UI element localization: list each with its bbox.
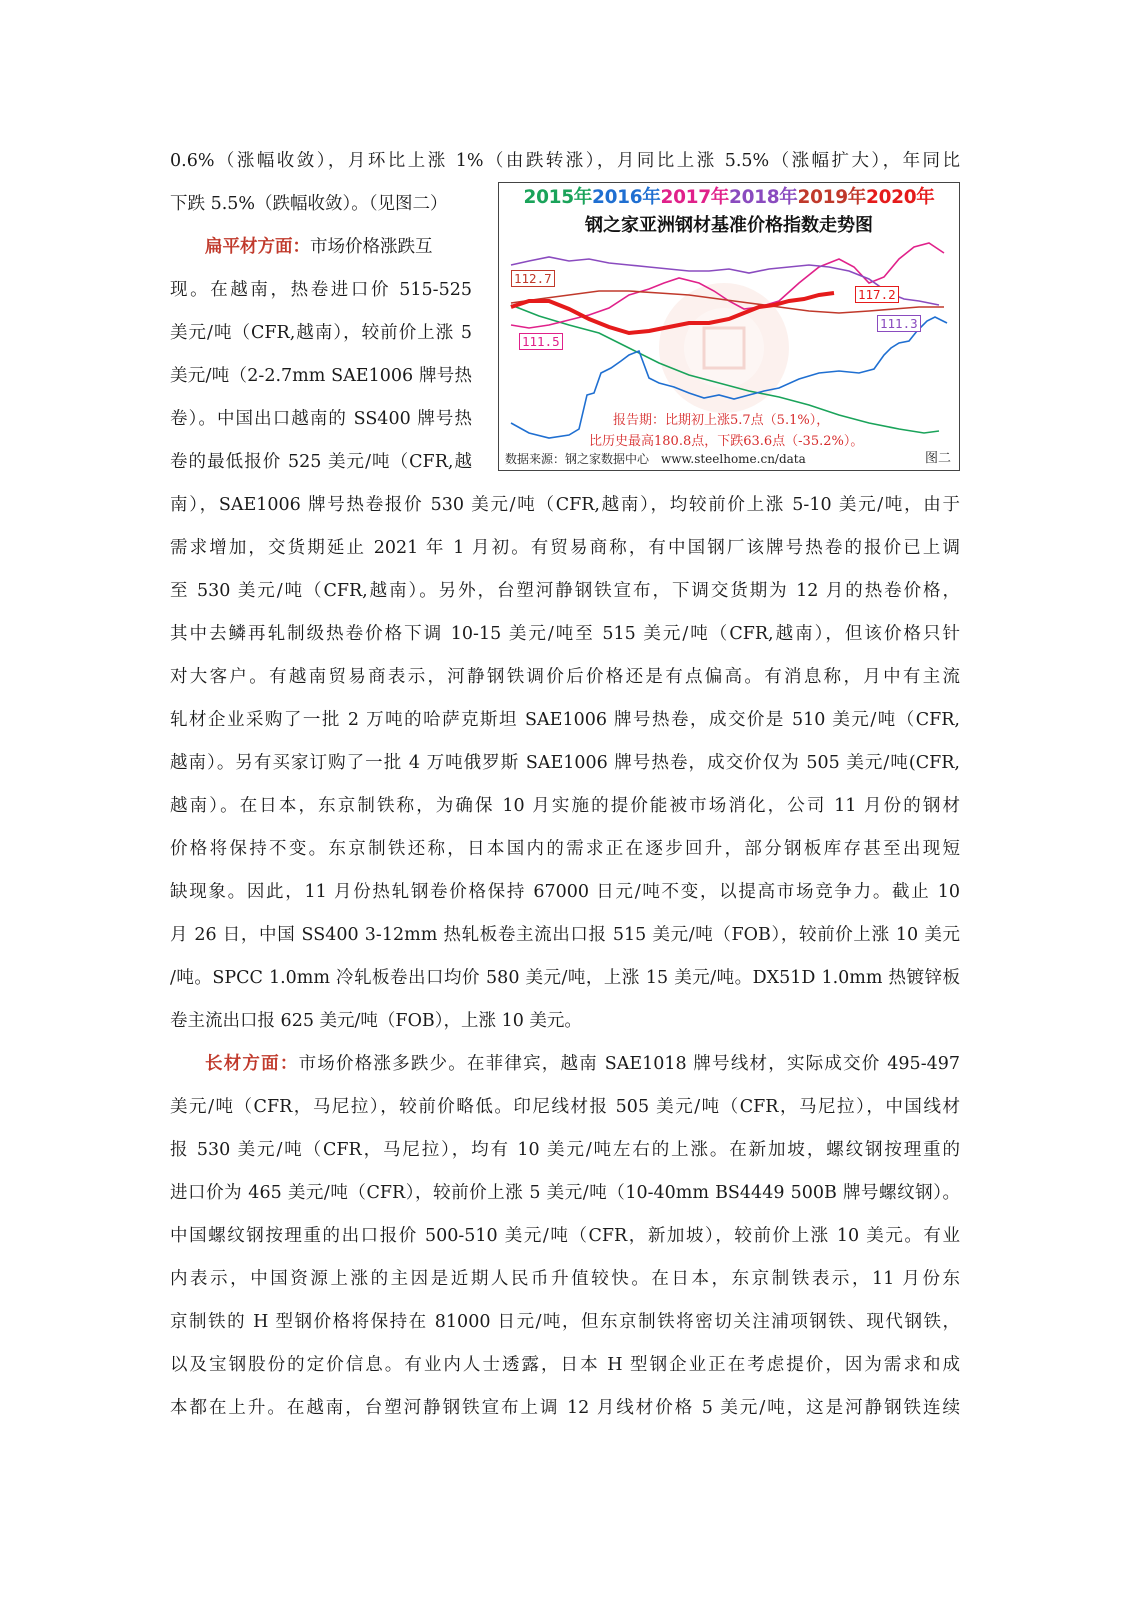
paragraph-line: 中国螺纹钢按理重的出口报价 500-510 美元/吨（CFR，新加坡），较前价上涨 10 美元。有业 (170, 1226, 960, 1246)
paragraph-line: 现。在越南，热卷进口价 515-525 (170, 280, 472, 300)
paragraph-line: 卷的最低报价 525 美元/吨（CFR,越 (170, 452, 472, 472)
long-section-intro (170, 1043, 960, 1086)
paragraph-line: 越南）。另有买家订购了一批 4 万吨俄罗斯 SAE1006 牌号热卷，成交价仅为 505 美元/吨(CFR, (170, 753, 960, 773)
paragraph-line: 下跌 5.5%（跌幅收敛）。（见图二） (170, 194, 448, 214)
paragraph-line: 卷主流出口报 625 美元/吨（FOB），上涨 10 美元。 (170, 1011, 582, 1031)
paragraph-line: 其中去鳞再轧制级热卷价格下调 10-15 美元/吨至 515 美元/吨（CFR,越南），但该价格只针 (170, 624, 960, 644)
report-note-line1: 报告期：比期初上涨5.7点（5.1%）， (613, 413, 830, 428)
paragraph-line: 南），SAE1006 牌号热卷报价 530 美元/吨（CFR,越南），均较前价上涨 5-10 美元/吨，由于 (170, 495, 960, 515)
paragraph-line: 缺现象。因此，11 月份热轧钢卷价格保持 67000 日元/吨不变，以提高市场竞争力。截止 10 (170, 882, 960, 902)
paragraph-line: 美元/吨（CFR，马尼拉），较前价略低。印尼线材报 505 美元/吨（CFR，马尼拉），中国线材 (170, 1097, 960, 1117)
paragraph-line: 越南）。在日本，东京制铁称，为确保 10 月实施的提价能被市场消化，公司 11 月份的钢材 (170, 796, 960, 816)
paragraph-line: 美元/吨（2-2.7mm SAE1006 牌号热 (170, 366, 472, 386)
year-2017-label: 2017年 (660, 187, 729, 208)
paragraph-line: 京制铁的 H 型钢价格将保持在 81000 日元/吨，但东京制铁将密切关注浦项钢铁、现代钢铁， (170, 1312, 960, 1332)
flat-section-heading: 扁平材方面： (205, 237, 310, 257)
long-section-intro-text: 市场价格涨多跌少。在菲律宾，越南 SAE1018 牌号线材，实际成交价 495-497 (298, 1054, 960, 1074)
paragraph-line: 本都在上升。在越南，台塑河静钢铁宣布上调 12 月线材价格 5 美元/吨，这是河静钢铁连续 (170, 1398, 960, 1418)
document-page (170, 140, 960, 1430)
paragraph-line: 进口价为 465 美元/吨（CFR），较前价上涨 5 美元/吨（10-40mm BS4449 500B 牌号螺纹钢）。 (170, 1183, 960, 1203)
paragraph-line: 价格将保持不变。东京制铁还称，日本国内的需求正在逐步回升，部分钢板库存甚至出现短 (170, 839, 960, 859)
paragraph-line: 对大客户。有越南贸易商表示，河静钢铁调价后价格还是有点偏高。有消息称，月中有主流 (170, 667, 960, 687)
year-2018-label: 2018年 (729, 187, 798, 208)
paragraph-line: 轧材企业采购了一批 2 万吨的哈萨克斯坦 SAE1006 牌号热卷，成交价是 510 美元/吨（CFR, (170, 710, 960, 730)
value-label-112-7: 112.7 (511, 270, 555, 287)
paragraph-line: 月 26 日，中国 SS400 3-12mm 热轧板卷主流出口报 515 美元/吨（FOB），较前价上涨 10 美元 (170, 925, 960, 945)
flat-section-intro (170, 226, 507, 269)
watermark-logo (659, 283, 789, 413)
paragraph-line: 需求增加，交货期延止 2021 年 1 月初。有贸易商称，有中国钢厂该牌号热卷的报价已上调 (170, 538, 960, 558)
flat-section-intro-text: 市场价格涨跌互 (310, 237, 433, 257)
paragraph-line: 美元/吨（CFR,越南），较前价上涨 5 (170, 323, 472, 343)
figure-tag: 图二 (924, 451, 951, 466)
year-2019-label: 2019年 (797, 187, 866, 208)
value-label-117-2: 117.2 (855, 286, 899, 303)
year-2020-label: 2020年 (866, 187, 935, 208)
price-index-figure (498, 182, 960, 471)
long-section-heading: 长材方面： (205, 1054, 299, 1074)
paragraph-line: /吨。SPCC 1.0mm 冷轧板卷出口均价 580 美元/吨，上涨 15 美元/吨。DX51D 1.0mm 热镀锌板 (170, 968, 960, 988)
report-note-line2: 比历史最高180.8点，下跌63.6点（-35.2%）。 (589, 434, 864, 449)
year-2016-label: 2016年 (592, 187, 661, 208)
figure-source: 数据来源：钢之家数据中心 www.steelhome.cn/data (505, 452, 806, 466)
paragraph-line: 卷）。中国出口越南的 SS400 牌号热 (170, 409, 472, 429)
paragraph-line: 内表示，中国资源上涨的主因是近期人民币升值较快。在日本，东京制铁表示，11 月份东 (170, 1269, 960, 1289)
paragraph-line: 报 530 美元/吨（CFR，马尼拉），均有 10 美元/吨左右的上涨。在新加坡，螺纹钢按理重的 (170, 1140, 960, 1160)
paragraph-line: 以及宝钢股份的定价信息。有业内人士透露，日本 H 型钢企业正在考虑提价，因为需求和成 (170, 1355, 960, 1375)
paragraph-line: 0.6%（涨幅收敛），月环比上涨 1%（由跌转涨），月同比上涨 5.5%（涨幅扩大），年同比 (170, 151, 960, 171)
paragraph-line: 至 530 美元/吨（CFR,越南）。另外，台塑河静钢铁宣布，下调交货期为 12 月的热卷价格， (170, 581, 960, 601)
figure-title: 钢之家亚洲钢材基准价格指数走势图 (585, 215, 873, 236)
value-label-111-3: 111.3 (877, 315, 921, 332)
year-2015-label: 2015年 (523, 187, 592, 208)
value-label-111-5: 111.5 (519, 333, 563, 350)
